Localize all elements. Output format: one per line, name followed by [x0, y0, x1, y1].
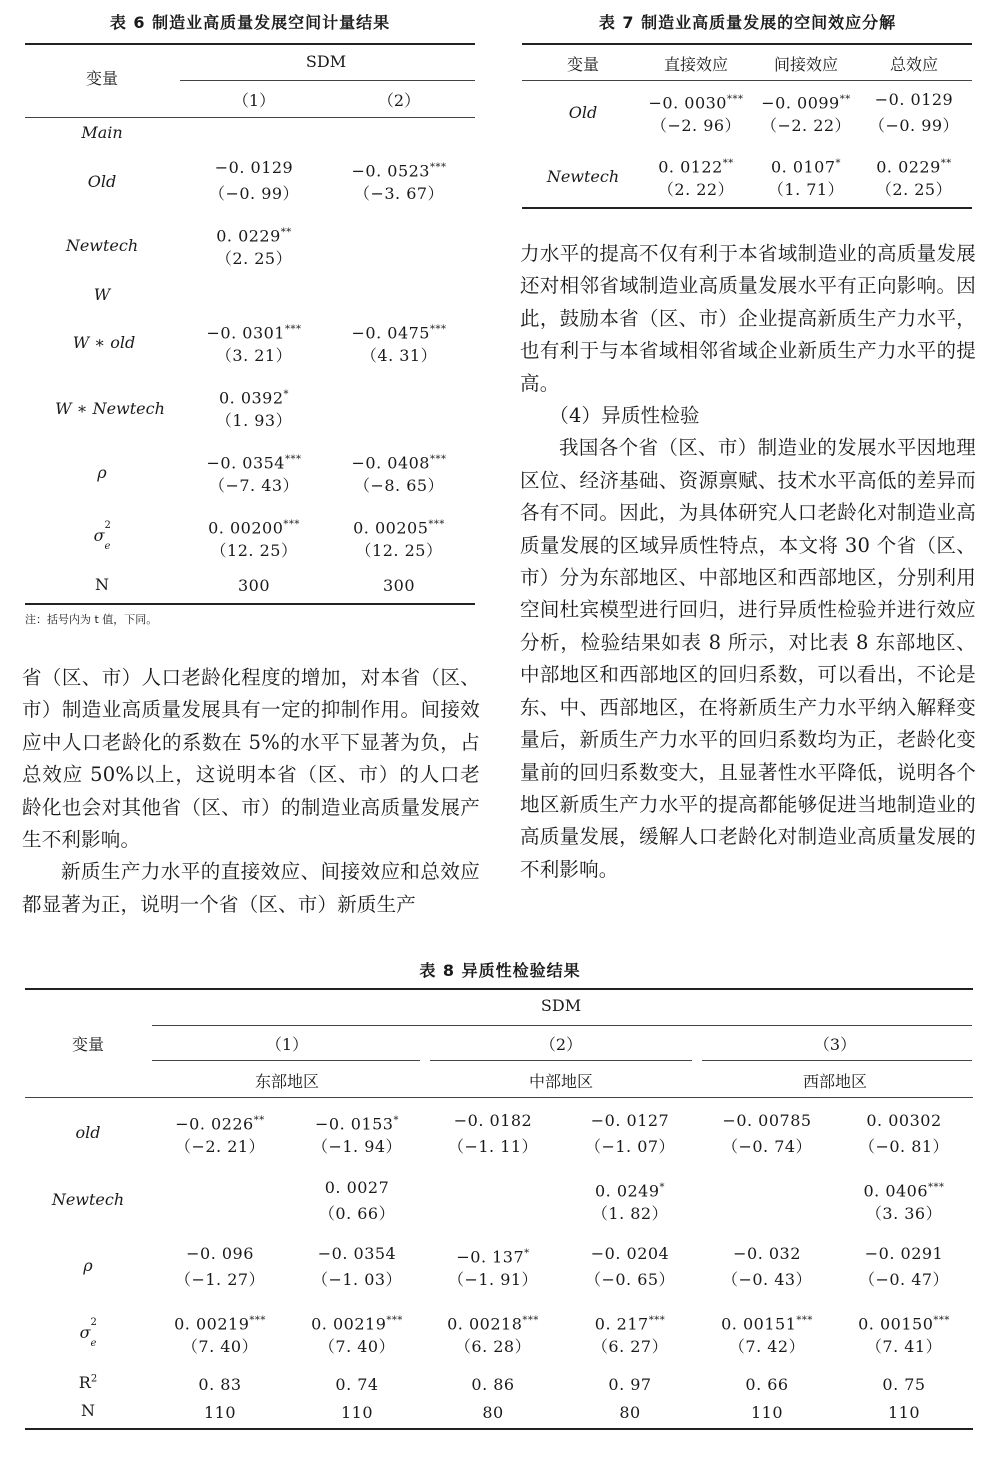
table6-old-c2-t: （−3. 67）	[353, 184, 445, 203]
table8-tvalue: （−0. 81）	[858, 1137, 950, 1156]
table6-top-rule	[25, 43, 475, 45]
table6-var-rho: ρ	[97, 463, 107, 482]
table6-wold-c1-t: （3. 21）	[215, 346, 293, 365]
table8-coef: −0. 0226**	[175, 1114, 265, 1134]
table8-tvalue: （7. 42）	[728, 1337, 806, 1356]
table8-g1-rule	[152, 1060, 420, 1061]
table8-region-central: 中部地区	[528, 1072, 594, 1091]
table6-n-c1: 300	[237, 576, 271, 595]
table8-tvalue: （6. 28）	[454, 1337, 532, 1356]
table8-coef: 0. 00219***	[174, 1314, 266, 1334]
table6-sigma-c1-t: （12. 25）	[210, 541, 298, 560]
table8-region-west: 西部地区	[802, 1072, 868, 1091]
right-body-text	[520, 238, 976, 886]
table8-cell: 0. 75	[882, 1375, 926, 1394]
table8-coef: 0. 0027	[324, 1178, 390, 1197]
table8-sdm-header: SDM	[540, 996, 582, 1015]
table8-tvalue: （7. 40）	[181, 1337, 259, 1356]
table6-var-w-old: W ∗ old	[72, 333, 136, 352]
table8-var-header: 变量	[71, 1035, 105, 1054]
table8-tvalue: （0. 66）	[318, 1204, 396, 1223]
table8-g2-rule	[430, 1060, 692, 1061]
table8-var-4: $R^2$	[78, 1373, 98, 1392]
table6-rho-c2-t: （−8. 65）	[353, 476, 445, 495]
table6-wold-c2: −0. 0475***	[351, 323, 447, 343]
table6-old-c1: −0. 0129	[214, 158, 294, 177]
table7-indirect-header: 间接效应	[773, 55, 839, 74]
table8-tvalue: （−0. 43）	[721, 1270, 813, 1289]
left-paragraph-2: 新质生产力水平的直接效应、间接效应和总效应都显著为正，说明一个省（区、市）新质生产	[22, 860, 480, 916]
table8-tvalue: （−1. 07）	[584, 1137, 676, 1156]
table8-coef: 0. 00218***	[447, 1314, 539, 1334]
table8-var-1: Newtech	[51, 1190, 125, 1209]
table8-cell: 0. 74	[335, 1375, 379, 1394]
table8-tvalue: （7. 40）	[318, 1337, 396, 1356]
table7-top-rule	[522, 43, 972, 45]
table8-cell: 110	[887, 1403, 921, 1422]
table8-cell: 0. 66	[745, 1375, 789, 1394]
table7-var-header: 变量	[566, 55, 600, 74]
table7-newtech-total-t: （2. 25）	[875, 180, 953, 199]
table6-sigma-c2-t: （12. 25）	[355, 541, 443, 560]
table8-tvalue: （−0. 47）	[858, 1270, 950, 1289]
table6-var-w-newtech: W ∗ Newtech	[55, 399, 165, 418]
table6-newtech-c1-t: （2. 25）	[215, 249, 293, 268]
table8-coef: 0. 00150***	[858, 1314, 950, 1334]
table7-old-direct-t: （−2. 96）	[650, 116, 742, 135]
table8-var-2: ρ	[83, 1256, 93, 1275]
table6-wold-c2-t: （4. 31）	[360, 346, 438, 365]
table8-coef: 0. 217***	[594, 1314, 666, 1334]
table6-rho-c1: −0. 0354***	[206, 453, 302, 473]
table6-bottom-rule	[25, 603, 475, 605]
table8-cell: 80	[482, 1403, 504, 1422]
right-paragraph-1: 力水平的提高不仅有利于本省域制造业的高质量发展还对相邻省域制造业高质量发展水平有正向影响。因此，鼓励本省（区、市）企业提高新质生产力水平，也有利于与本省域相邻省域企业新质生产力水平的提高。	[520, 242, 976, 395]
table7-bottom-rule	[522, 207, 972, 209]
right-paragraph-2: 我国各个省（区、市）制造业的发展水平因地理区位、经济基础、资源禀赋、技术水平高低的差异而各有不同。因此，为具体研究人口老龄化对制造业高质量发展的区域异质性特点，本文将 30 个省（区、市）分为东部地区、中部地区和西部地区，分别利用空间杜宾模型进行回归，进行异质性检验并进行效应分析，检验结果如表 8 所示，对比表 8 东部地区、中部地区和西部地区的回归系数，可以看出，不论是东、中、西部地区，在将新质生产力水平纳入解释变量后，新质生产力水平的回归系数均为正，老龄化变量前的回归系数变大，且显著性水平降低，说明各个地区新质生产力水平的提高都能够促进当地制造业的高质量发展，缓解人口老龄化对制造业高质量发展的不利影响。	[520, 436, 976, 881]
table7-var-old: Old	[568, 103, 598, 122]
table6-sdm-header: SDM	[305, 52, 347, 71]
table7-old-direct: −0. 0030***	[648, 93, 744, 113]
table8-coef: −0. 0204	[590, 1244, 670, 1263]
table7-direct-header: 直接效应	[663, 55, 729, 74]
table6-old-c2: −0. 0523***	[351, 161, 447, 181]
table8-var-3: σ 2 $_e$	[79, 1317, 97, 1350]
table8-group3-header: （3）	[813, 1035, 857, 1054]
table8-tvalue: （−0. 65）	[584, 1270, 676, 1289]
table7-header-rule	[522, 80, 972, 81]
table6-sigma-c2: 0. 00205***	[353, 518, 445, 538]
table8-coef: −0. 0291	[864, 1244, 944, 1263]
table8-var-5: N	[81, 1401, 95, 1420]
table8-tvalue: （−1. 91）	[447, 1270, 539, 1289]
table7-old-total-t: （−0. 99）	[868, 116, 960, 135]
table6-wnewtech-c1: 0. 0392*	[218, 388, 290, 408]
table8-tvalue: （−0. 74）	[721, 1137, 813, 1156]
table7-newtech-direct: 0. 0122**	[658, 157, 734, 177]
table8-cell: 0. 86	[471, 1375, 515, 1394]
table8-coef: −0. 0354	[317, 1244, 397, 1263]
table8-cell: 110	[750, 1403, 784, 1422]
table8-coef: 0. 00219***	[311, 1314, 403, 1334]
table7-old-indirect: −0. 0099**	[761, 93, 851, 113]
table7-newtech-indirect-t: （1. 71）	[767, 180, 845, 199]
right-subheading: （4）异质性检验	[549, 404, 700, 428]
table8-top-rule	[25, 988, 973, 990]
table7-newtech-total: 0. 0229**	[876, 157, 952, 177]
table6-rho-c1-t: （−7. 43）	[208, 476, 300, 495]
table8-coef: −0. 137*	[456, 1247, 530, 1267]
table6-sdm-rule	[180, 80, 475, 81]
table8-cell: 110	[340, 1403, 374, 1422]
table7-old-total: −0. 0129	[874, 90, 954, 109]
table7-caption: 表 7 制造业高质量发展的空间效应分解	[598, 13, 897, 32]
table6-var-header: 变量	[85, 69, 119, 88]
table8-coef: −0. 00785	[722, 1111, 812, 1130]
table8-cell: 0. 97	[608, 1375, 652, 1394]
table8-coef: −0. 096	[186, 1244, 254, 1263]
table6-col2-header: （2）	[377, 91, 421, 110]
table8-coef: −0. 0182	[453, 1111, 533, 1130]
table8-tvalue: （−1. 11）	[447, 1137, 539, 1156]
table6-header-rule	[25, 117, 475, 118]
table8-bottom-rule	[25, 1428, 973, 1430]
table6-var-old: Old	[87, 172, 117, 191]
table8-coef: 0. 0406***	[863, 1181, 945, 1201]
table8-cell: 110	[203, 1403, 237, 1422]
table8-coef: −0. 0153*	[315, 1114, 399, 1134]
table6-var-sigma: σ 2 $_e$	[93, 520, 111, 553]
left-body-text	[22, 662, 480, 921]
table6-n-c2: 300	[382, 576, 416, 595]
table6-var-w: W	[93, 285, 111, 304]
table8-g3-rule	[702, 1060, 972, 1061]
table8-caption: 表 8 异质性检验结果	[419, 961, 581, 980]
table8-coef: −0. 032	[733, 1244, 801, 1263]
table8-region-east: 东部地区	[254, 1072, 320, 1091]
table7-newtech-indirect: 0. 0107*	[770, 157, 842, 177]
table8-var-0: old	[75, 1123, 101, 1142]
table8-tvalue: （3. 36）	[865, 1204, 943, 1223]
table6-note: 注：括号内为 t 值，下同。	[25, 613, 158, 626]
table8-coef: 0. 0249*	[594, 1181, 666, 1201]
table6-sigma-c1: 0. 00200***	[208, 518, 300, 538]
table8-tvalue: （−1. 94）	[311, 1137, 403, 1156]
table8-header-rule	[25, 1097, 973, 1098]
table8-cell: 0. 83	[198, 1375, 242, 1394]
table6-col1-header: （1）	[232, 91, 276, 110]
table8-tvalue: （−1. 27）	[174, 1270, 266, 1289]
table6-var-main: Main	[81, 123, 123, 142]
table8-coef: 0. 00302	[866, 1111, 942, 1130]
table8-cell: 80	[619, 1403, 641, 1422]
table7-var-newtech: Newtech	[546, 167, 620, 186]
table6-var-n: N	[95, 575, 109, 594]
table6-wnewtech-c1-t: （1. 93）	[215, 411, 293, 430]
table8-tvalue: （6. 27）	[591, 1337, 669, 1356]
table6-newtech-c1: 0. 0229**	[216, 226, 292, 246]
table8-tvalue: （1. 82）	[591, 1204, 669, 1223]
table8-tvalue: （−2. 21）	[174, 1137, 266, 1156]
table8-sdm-rule	[152, 1025, 972, 1026]
table8-coef: −0. 0127	[590, 1111, 670, 1130]
table8-group2-header: （2）	[539, 1035, 583, 1054]
table6-var-newtech: Newtech	[65, 236, 139, 255]
table7-old-indirect-t: （−2. 22）	[760, 116, 852, 135]
table6-caption: 表 6 制造业高质量发展空间计量结果	[109, 13, 391, 32]
table6-old-c1-t: （−0. 99）	[208, 184, 300, 203]
table7-newtech-direct-t: （2. 22）	[657, 180, 735, 199]
table6-rho-c2: −0. 0408***	[351, 453, 447, 473]
table8-coef: 0. 00151***	[721, 1314, 813, 1334]
table6-wold-c1: −0. 0301***	[206, 323, 302, 343]
table8-tvalue: （−1. 03）	[311, 1270, 403, 1289]
table7-total-header: 总效应	[889, 55, 939, 74]
left-paragraph-1: 省（区、市）人口老龄化程度的增加，对本省（区、市）制造业高质量发展具有一定的抑制作用。间接效应中人口老龄化的系数在 5%的水平下显著为负，占总效应 50%以上，这说明本省（区、市）的人口老龄化也会对其他省（区、市）的制造业高质量发展产生不利影响。	[22, 666, 480, 852]
table8-group1-header: （1）	[265, 1035, 309, 1054]
table8-tvalue: （7. 41）	[865, 1337, 943, 1356]
